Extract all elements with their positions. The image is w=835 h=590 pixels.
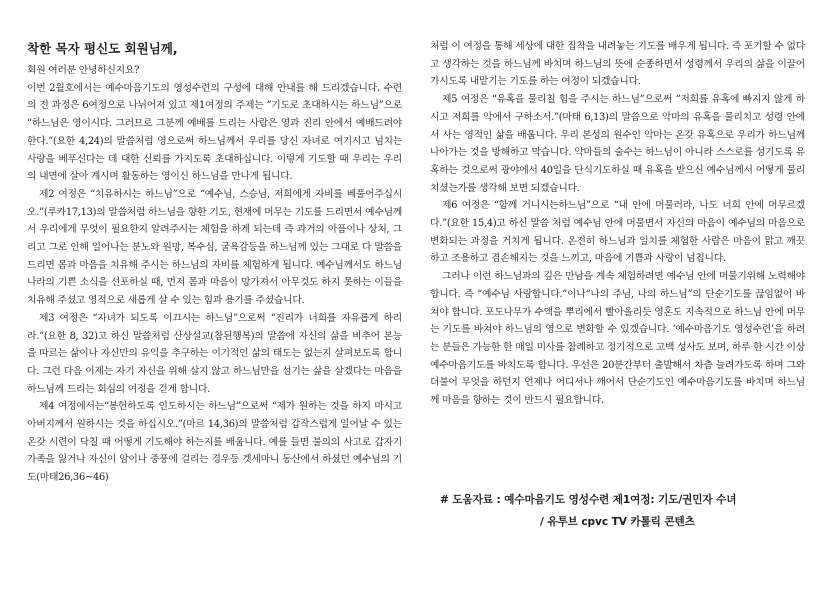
paragraph-intro: 이번 2월호에서는 예수마음기도의 영성수련의 구성에 대해 안내를 해 드리겠습니다. 수련의 전 과정은 6여정으로 나뉘어져 있고 제1여정의 주제는 “기도로 초대하시는 하느님”으로 “하느님은 영이시다. 그러므로 그분께 예배를 드리는 사람은 영과 진리 안에서 예배드려야 한다.”(요한 4,24)의 말씀처럼 영으로써 하느님께서 우리를 당신 자녀로 여기시고 넘치는 사랑을 베푸신다는 데 대한 신뢰를 가지도록 초대하십니다. 이렇게 기도할 때 우리는 우리의 내면에 살아 계시며 활동하는 영이신 하느님을 만나게 됩니다. xyxy=(27,82,402,183)
paragraph-journey-3: 제3 여정은 “자녀가 되도록 이끄시는 하느님”으로써 “진리가 너희를 자유롭게 하리라.”(요한 8, 32)고 하신 말씀처럼 산상설교(참된행복)의 말씀에 자신의 삶을 비추어 본능을 따르는 삶이나 자신만의 유익을 추구하는 이기적인 삶의 태도는 없는지 살펴보도록 합니다. 그런 다음 이제는 자기 자신을 위해 살지 않고 하느님만을 섬기는 삶을 살겠다는 마음을 하느님께 드리는 회심의 여정을 걷게 합니다. xyxy=(27,312,402,395)
paragraph-journey-4: 제4 여정에서는“봉헌하도록 인도하시는 하느님”으로써 “제가 원하는 것을 하지 마시고 아버지께서 원하시는 것을 하십시오.”(마르 14,36)의 말씀처럼 갑작스럽게 일어날 수 있는 온갖 시련이 닥칠 때 어떻게 기도해야 하는지를 배웁니다. 예를 들면 불의의 사고로 갑자기 가족을 잃거나 자신이 암이나 중풍에 걸리는 경우등 겟세마니 동산에서 하셨던 예수님의 기도(마태26,36~46) xyxy=(27,401,402,484)
letter-salutation: 착한 목자 평신도 회원님께, xyxy=(27,41,178,56)
reference-line-1: # 도움자료 : 예수마음기도 영성수련 제1여정: 기도/권민자 수녀 xyxy=(440,494,737,506)
paragraph-journey-2: 제2 여정은 “치유하시는 하느님”으로 “예수님, 스승님, 저희에게 자비를 베풀어주십시오.”(루카17,13)의 말씀처럼 하느님을 향한 기도, 현재에 머무는 기도를 드리면서 예수님께서 우리에게 무엇이 필요한지 알려주시는 체험을 하게 되는데 즉 과거의 아픔이나 상처, 그리고 그로 인해 일어나는 분노와 원망, 복수심, 굴욕감등을 하느님께 있는 그대로 다 말씀을 드리면 몸과 마음을 치유해 주시는 하느님의 자비를 체험하게 됩니다. 예수님께서도 하느님 나라의 기쁜 소식을 선포하실 때, 먼저 몸과 마음이 망가져서 아무것도 하지 못하는 이들을 치유해 주셨고 영적으로 새롭게 살 수 있는 힘과 용기를 주셨습니다. xyxy=(27,188,402,307)
paragraph-journey-6: 제6 여정은 “함께 거니시는하느님”으로 “내 안에 머물러라, 나도 너희 안에 머무르겠다.”(요한 15,4)고 하신 말씀 처럼 예수님 안에 머물면서 자신의 마음이 예수님의 마음으로 변화되는 과정을 거치게 됩니다. 온전히 하느님과 일치를 체험한 사람은 마음이 맑고 깨끗하고 조용하고 겸손해지는 것을 느끼고, 마음에 기쁨과 사랑이 넘칩니다. xyxy=(430,200,805,265)
greeting: 회원 여러분 안녕하신지요? xyxy=(27,65,140,76)
left-column xyxy=(27,40,402,487)
paragraph-closing: 그러나 이런 하느님과의 깊은 만남을 계속 체험하려면 예수님 안에 머물기위해 노력해야 합니다. 즉 “예수님 사랑합니다.”이나“나의 주님, 나의 하느님”의 단순기도를 끊임없이 바쳐야 합니다. 포도나무가 수액을 뿌리에서 빨아올리듯 영혼도 지속적으로 하느님 안에 머무는 기도를 바쳐야 하느님의 영으로 변화할 수 있겠습니다. ‘예수마음기도 영성수련’을 하려는 분들은 가능한 한 매일 미사를 참례하고 정기적으로 고백 성사도 보며, 하루 한 시간 이상 예수마음기도를 바치도록 합니다. 우선은 20분간부터 출발해서 차츰 늘려가도록 하며 그와 더불어 무엇을 하던지 언제나 어디서나 깨어서 단순기도인 예수마음기도를 바치며 하느님께 마음을 향하는 것이 반드시 필요합니다. xyxy=(430,271,805,407)
reference-note xyxy=(440,489,820,533)
reference-line-2: / 유투브 cpvc TV 카톨릭 콘텐츠 xyxy=(540,516,695,528)
paragraph-journey-5: 제5 여정은 “유혹을 물리칠 힘을 주시는 하느님”으로써 “저희를 유혹에 빠지지 않게 하시고 저희를 악에서 구하소서.”(마태 6,13)의 말씀으로 악마의 유혹을 물리치고 성령 안에서 사는 영적인 삶을 배웁니다. 우리 본성의 원수인 악마는 온갖 유혹으로 우리가 하느님께 나아가는 것을 방해하고 막습니다. 악마들의 술수는 하느님이 아니라 스스로를 섬기도록 유혹하는 것으로써 광야에서 40일을 단식기도하실 때 유혹을 받으신 예수님께서 어떻게 물리치셨는가를 생각해 보면 되겠습니다. xyxy=(430,94,805,194)
paragraph-journey-4-cont: 처럼 이 여정을 통해 세상에 대한 집착을 내려놓는 기도를 배우게 됩니다. 즉 포기할 수 없다고 생각하는 것을 하느님께 바치며 하느님의 뜻에 순종하면서 성령께서 우리의 삶을 이끌어 가시도록 내맡기는 기도를 하는 여정이 되겠습니다. xyxy=(430,41,805,88)
right-column xyxy=(430,38,805,410)
